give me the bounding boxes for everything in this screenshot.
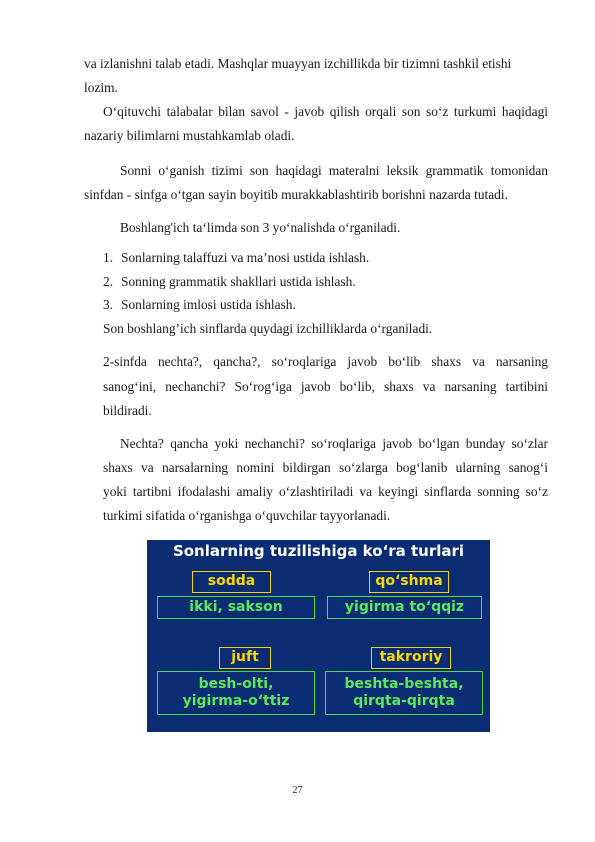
list-number: 2. [103, 274, 114, 289]
list-text: Sonning grammatik shakllari ustida ishlash. [121, 274, 356, 289]
paragraph-line: O‘qituvchi talabalar bilan savol - javob qilish orqali son so‘z turkumi haqidagi [103, 104, 548, 119]
juft-label: juft [219, 647, 271, 669]
paragraph-line: Nechta? qancha yoki nechanchi? so‘roqlariga javob bo‘lgan bunday so‘zlar [120, 436, 548, 451]
paragraph-line: Boshlang'ich ta‘limda son 3 yo‘nalishda o‘rganiladi. [120, 220, 401, 235]
takroriy-example-line: beshta-beshta, [344, 676, 464, 692]
number-types-diagram [147, 540, 490, 732]
paragraph-line: sinfdan - sinfga o‘tgan sayin boyitib murakkablashtirib borishni nazarda tutadi. [84, 187, 508, 202]
paragraph-line: lozim. [84, 80, 118, 95]
sodda-label: sodda [192, 571, 271, 593]
paragraph-line: 2-sinfda nechta?, qancha?, so‘roqlariga javob bo‘lib shaxs va narsaning [103, 354, 548, 369]
paragraph-line: turkimi sifatida o‘rganishga o‘quvchilar tayyorlanadi. [103, 508, 391, 523]
paragraph-line: Son boshlang’ich sinflarda quydagi izchilliklarda o‘rganiladi. [103, 321, 433, 336]
juft-example [157, 671, 315, 715]
paragraph-line: va izlanishni talab etadi. Mashqlar muayyan izchillikda bir tizimni tashkil etishi [84, 56, 512, 71]
list-text: Sonlarning talaffuzi va ma’nosi ustida ishlash. [121, 250, 370, 265]
list-text: Sonlarning imlosi ustida ishlash. [121, 297, 296, 312]
takroriy-label: takroriy [371, 647, 451, 669]
sodda-example: ikki, sakson [157, 596, 315, 619]
qoshma-label: qo‘shma [369, 571, 449, 593]
paragraph-line: yoki tartibni ifodalashi amaliy o‘zlashtiriladi va keyingi sinflarda sonning so‘z [103, 484, 548, 499]
page-number: 27 [292, 785, 303, 796]
juft-example-line: besh-olti, [198, 676, 274, 692]
paragraph-line: sanog‘ini, nechanchi? So‘rog‘iga javob bo‘lib, shaxs va narsaning tartibini [103, 379, 548, 394]
paragraph-line: shaxs va narsalarning nomini bildirgan so‘zlarga bog‘lanib ularning sanog‘i [103, 460, 548, 475]
list-number: 3. [103, 297, 114, 312]
takroriy-example [325, 671, 483, 715]
list-number: 1. [103, 250, 114, 265]
juft-example-line: yigirma-o‘ttiz [182, 693, 290, 709]
paragraph-line: Sonni o‘ganish tizimi son haqidagi materalni leksik grammatik tomonidan [120, 163, 548, 178]
paragraph-line: nazariy bilimlarni mustahkamlab oladi. [84, 128, 295, 143]
diagram-title: Sonlarning tuzilishiga ko‘ra turlari [172, 542, 465, 560]
qoshma-example: yigirma to‘qqiz [327, 596, 482, 619]
takroriy-example-line: qirqta-qirqta [353, 693, 455, 709]
paragraph-line: bildiradi. [103, 403, 152, 418]
